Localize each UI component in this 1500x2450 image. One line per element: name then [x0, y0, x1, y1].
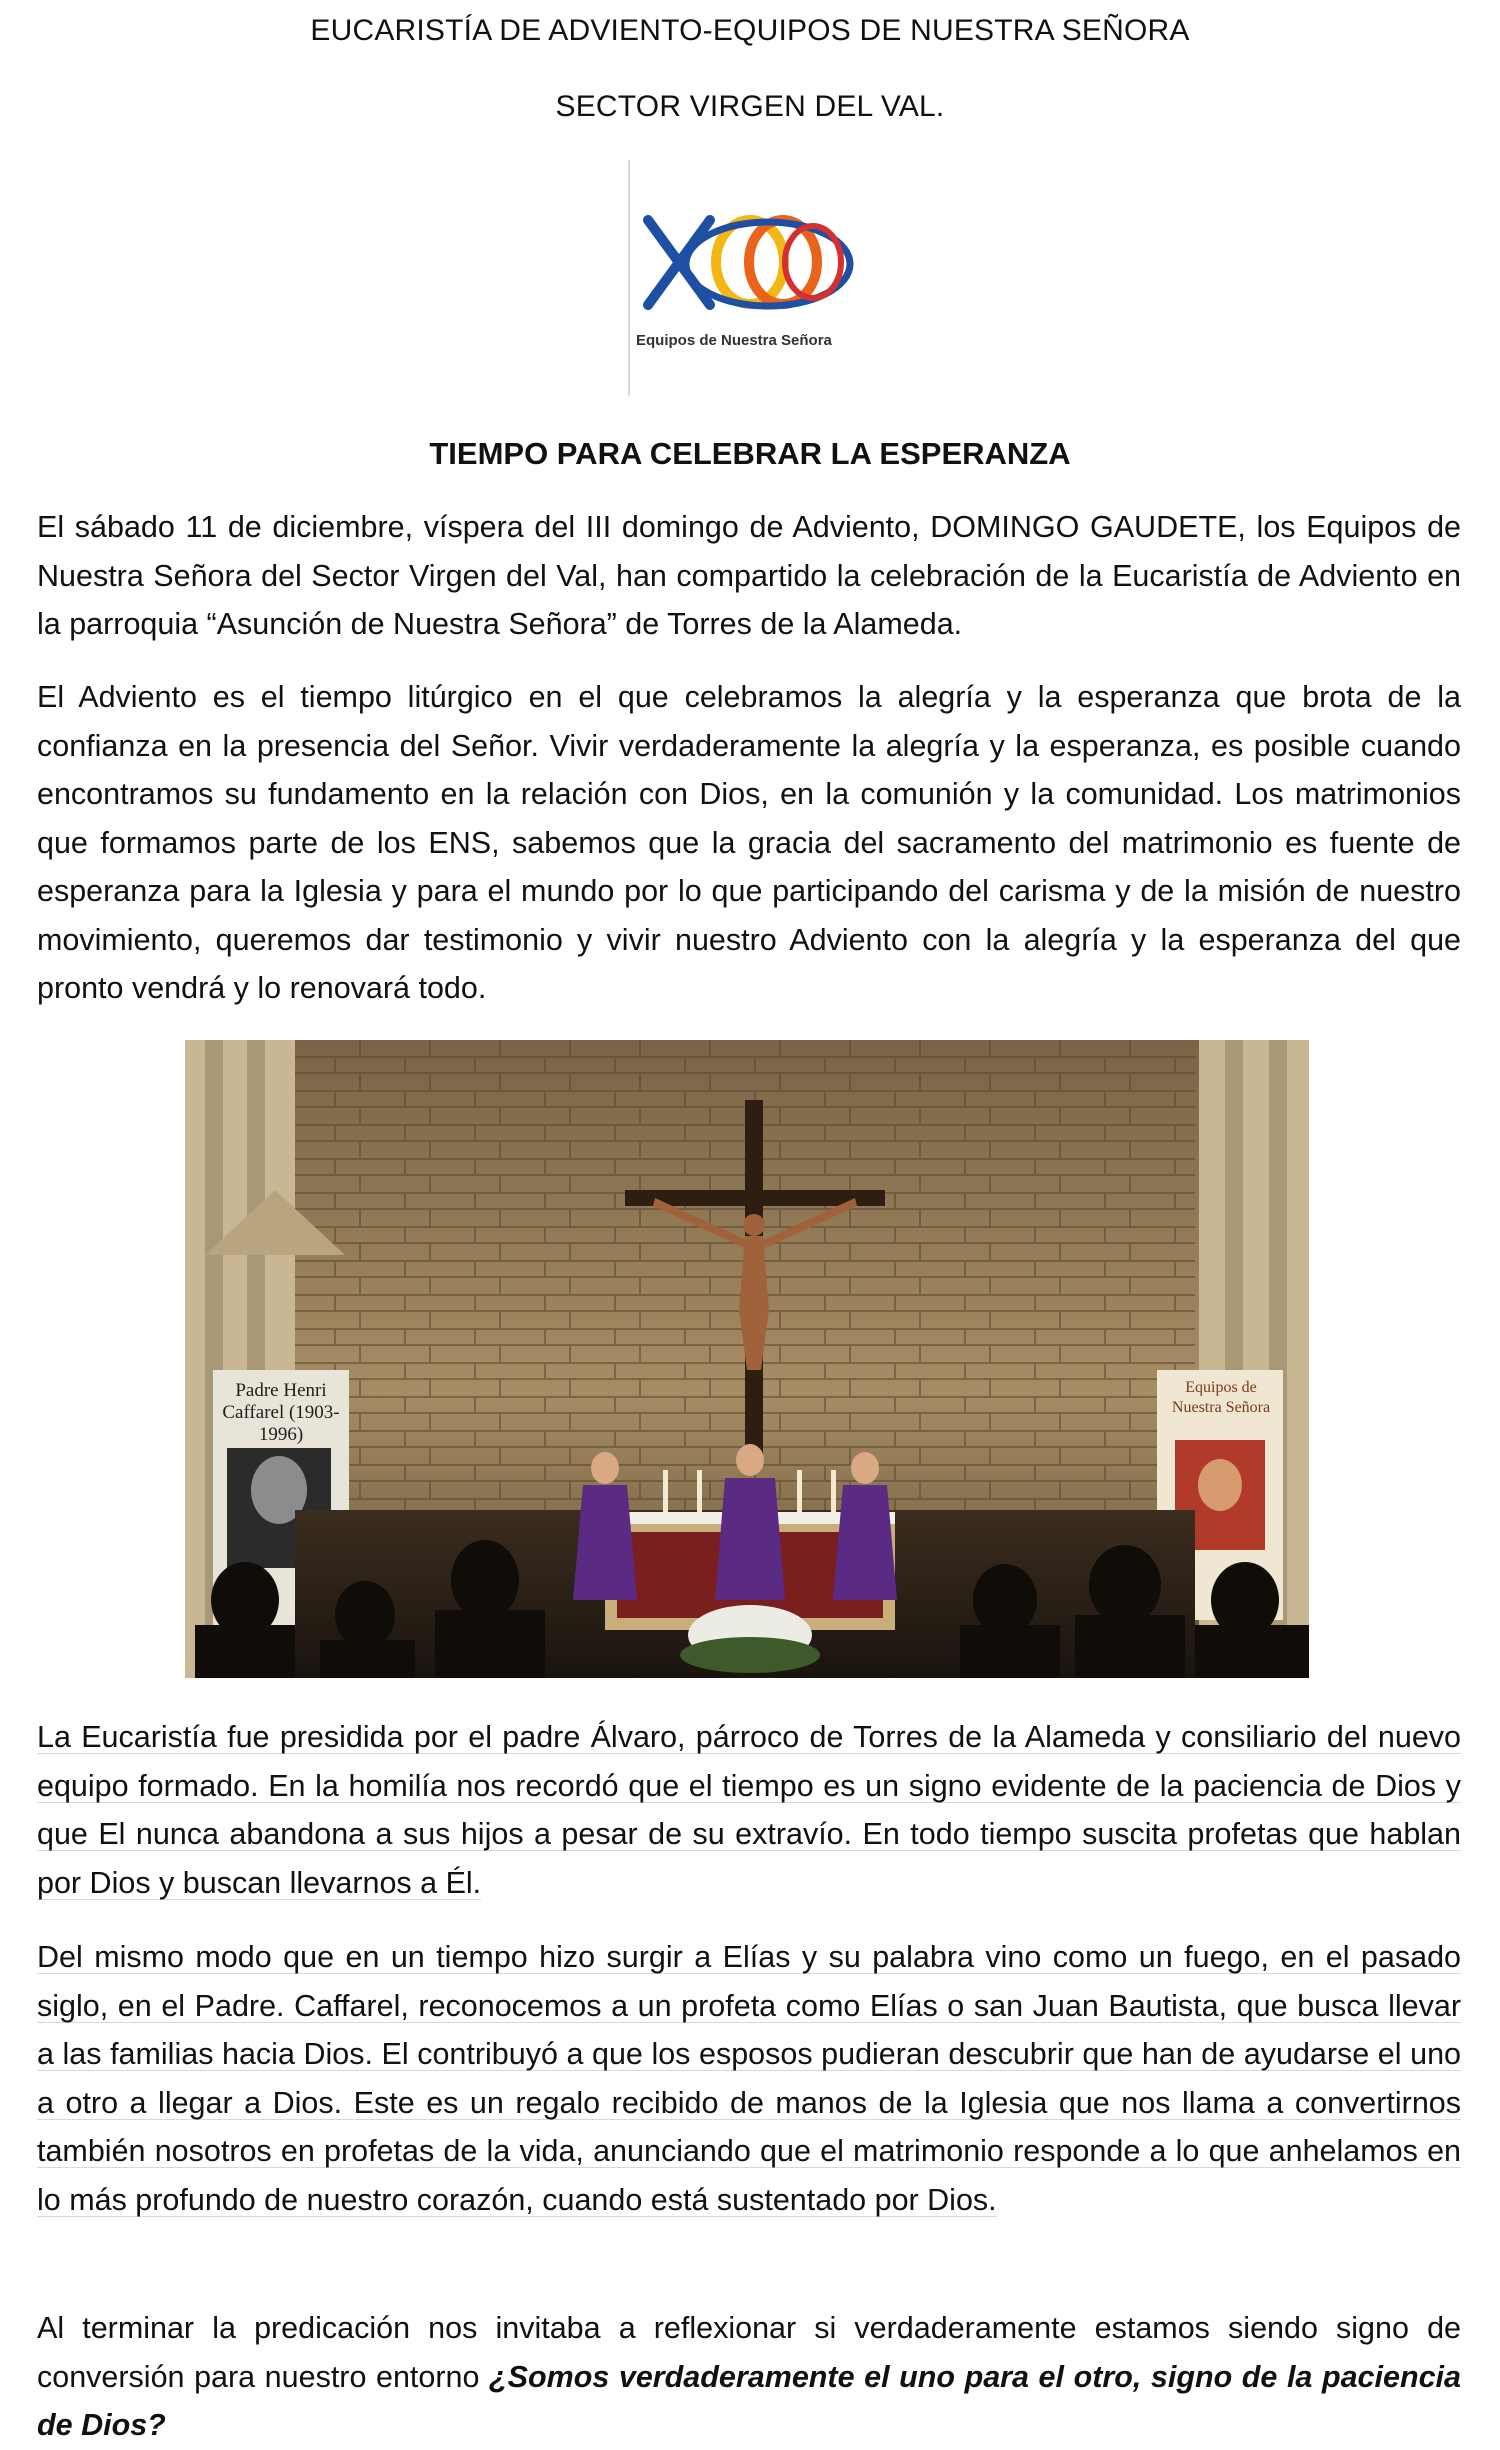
ens-logo-icon [638, 210, 868, 320]
paragraph-advent: El Adviento es el tiempo litúrgico en el que celebramos la alegría y la esperanza que brota de la confianza en la presencia del Señor. Vivir verdaderamente la alegría y la esperanza, es posible cuando encontramos su fundamento en la relación con Dios, en la comunión y la comunidad. Los matrimonios que formamos parte de los ENS, sabemos que la gracia del sacramento del matrimonio es fuente de esperanza para la Iglesia y para el mundo por lo que participando del carisma y de la misión de nuestro movimiento, queremos dar testimonio y vivir nuestro Adviento con la alegría y la esperanza del que pronto vendrá y lo renovará todo. [37, 680, 1461, 1005]
article-title: TIEMPO PARA CELEBRAR LA ESPERANZA [429, 436, 1071, 471]
ens-logo [626, 160, 866, 396]
banner-caffarel-text: Padre Henri Caffarel (1903-1996) [222, 1380, 340, 1445]
church-altar-photo [185, 1040, 1309, 1678]
header-line-2: SECTOR VIRGEN DEL VAL. [555, 90, 945, 123]
paragraph-caffarel [37, 1933, 1461, 2224]
paragraph-closing-text: Al terminar la predicación nos invitaba a reflexionar si verdaderamente estamos siendo signo de conversión para nuestro entorno [37, 2311, 1461, 2394]
logo-text: Equipos de Nuestra Señora [636, 332, 832, 349]
paragraph-homily [37, 1713, 1461, 1907]
paragraph-intro: El sábado 11 de diciembre, víspera del III domingo de Adviento, DOMINGO GAUDETE, los Equipos de Nuestra Señora del Sector Virgen del Val, han compartido la celebración de la Eucaristía de Adviento en la parroquia “Asunción de Nuestra Señora” de Torres de la Alameda. [37, 510, 1461, 641]
paragraph-caffarel-text: Del mismo modo que en un tiempo hizo surgir a Elías y su palabra vino como un fuego, en el pasado siglo, en el Padre. Caffarel, reconocemos a un profeta como Elías o san Juan Bautista, que busca llevar a las familias hacia Dios. El contribuyó a que los esposos pudieran descubrir que han de ayudarse el uno a otro a llegar a Dios. Este es un regalo recibido de manos de la Iglesia que nos llama a convertirnos también nosotros en profetas de la vida, anunciando que el matrimonio responde a lo que anhelamos en lo más profundo de nuestro corazón, cuando está sustentado por Dios. [37, 1940, 1461, 2217]
banner-ens-text: Equipos de Nuestra Señora [1171, 1379, 1271, 1416]
logo-divider [628, 160, 630, 396]
closing-question: ¿Somos verdaderamente el uno para el otro, signo de la paciencia de Dios? [37, 2359, 1461, 2442]
paragraph-closing [37, 2304, 1461, 2450]
header-line-1: EUCARISTÍA DE ADVIENTO-EQUIPOS DE NUESTRA SEÑORA [310, 14, 1190, 47]
paragraph-homily-text: La Eucaristía fue presidida por el padre Álvaro, párroco de Torres de la Alameda y consiliario del nuevo equipo formado. En la homilía nos recordó que el tiempo es un signo evidente de la paciencia de Dios y que El nunca abandona a sus hijos a pesar de su extravío. En todo tiempo suscita profetas que hablan por Dios y buscan llevarnos a Él. [37, 1720, 1461, 1900]
